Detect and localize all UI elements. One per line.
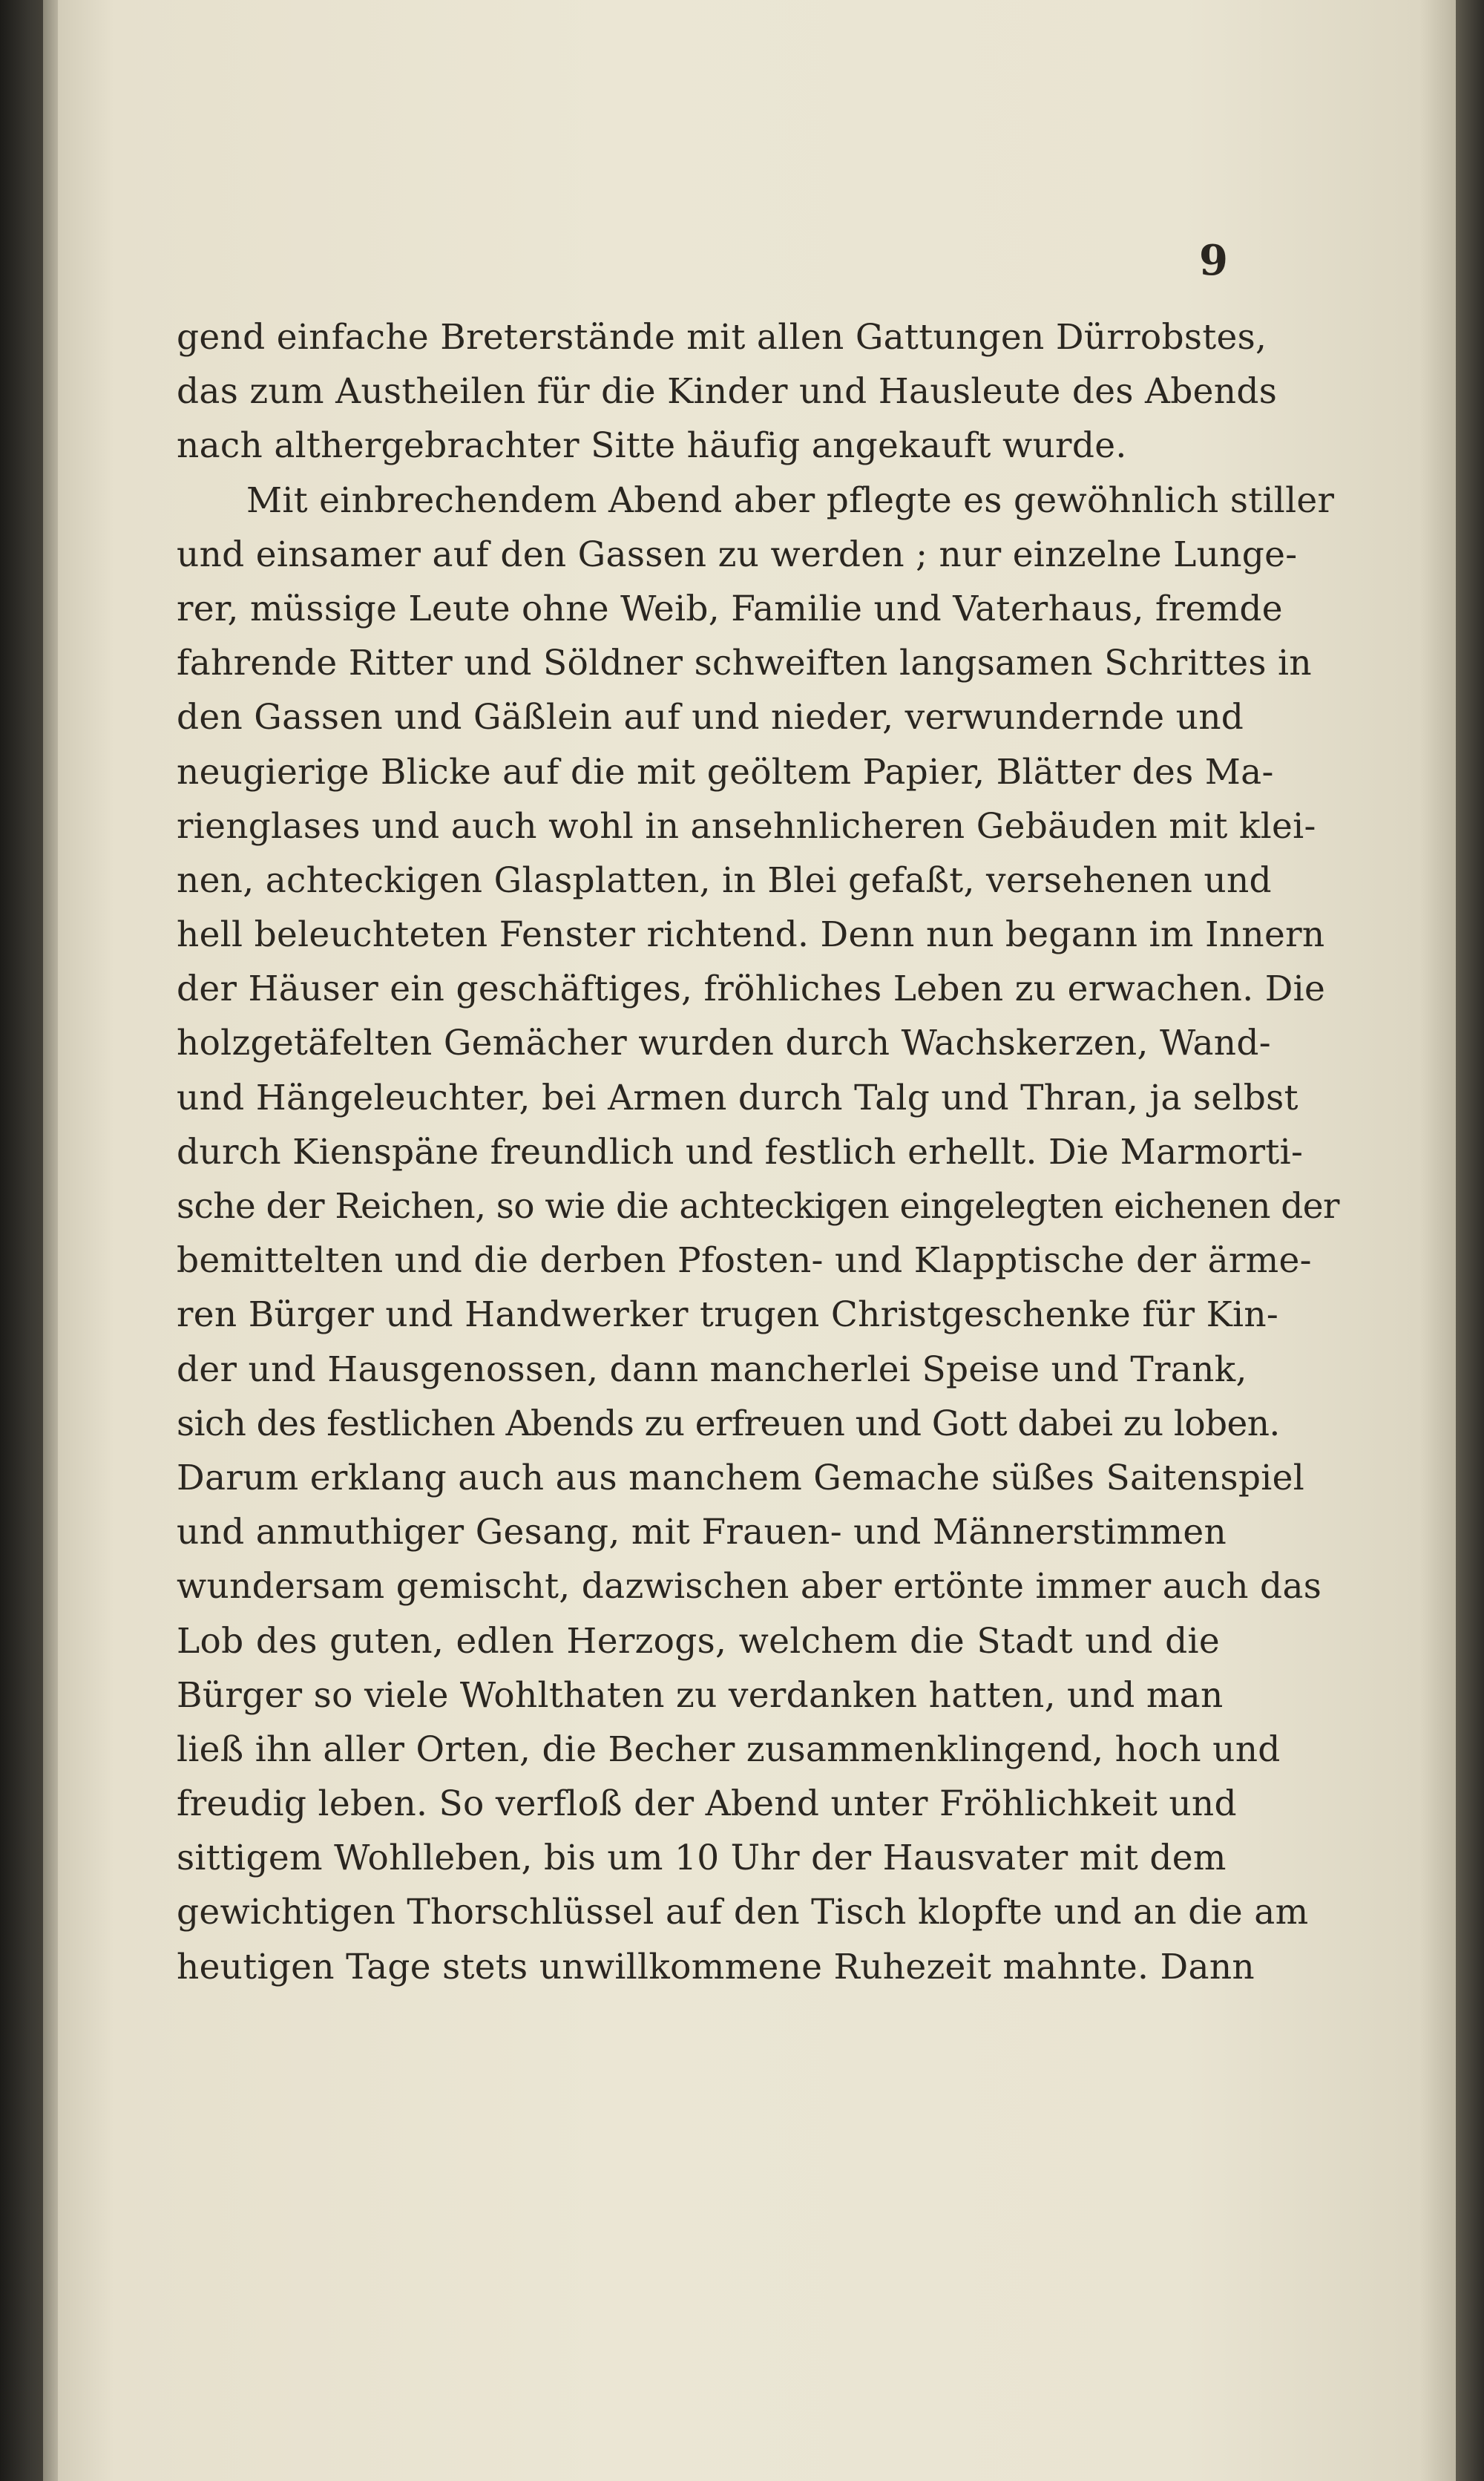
text-line: und einsamer auf den Gassen zu werden ; nur einzelne Lunge- [177, 534, 1298, 575]
page-right-edge [1456, 0, 1484, 2481]
text-line: und Hängeleuchter, bei Armen durch Talg und Thran, ja selbst [177, 1077, 1298, 1118]
text-line: sche der Reichen, so wie die achteckigen eingelegten eichenen der [177, 1186, 1339, 1227]
text-line: rienglases und auch wohl in ansehnlicheren Gebäuden mit klei- [177, 805, 1316, 847]
page-number: 9 [1199, 236, 1228, 285]
text-line: und anmuthiger Gesang, mit Frauen- und Männerstimmen [177, 1512, 1227, 1553]
text-line: Darum erklang auch aus manchem Gemache süßes Saitenspiel [177, 1457, 1305, 1498]
text-line: wundersam gemischt, dazwischen aber ertönte immer auch das [177, 1566, 1322, 1607]
text-line: heutigen Tage stets unwillkommene Ruhezeit mahnte. Dann [177, 1946, 1255, 1987]
body-text [177, 310, 1339, 1994]
text-line: ließ ihn aller Orten, die Becher zusammenklingend, hoch und [177, 1728, 1281, 1770]
text-line: sich des festlichen Abends zu erfreuen und Gott dabei zu loben. [177, 1403, 1280, 1444]
text-line: das zum Austheilen für die Kinder und Hausleute des Abends [177, 371, 1278, 413]
text-line: ren Bürger und Handwerker trugen Christgeschenke für Kin- [177, 1294, 1279, 1336]
text-line: der und Hausgenossen, dann mancherlei Speise und Trank, [177, 1348, 1247, 1390]
text-line: freudig leben. So verfloß der Abend unter Fröhlichkeit und [177, 1783, 1237, 1825]
text-line: sittigem Wohlleben, bis um 10 Uhr der Hausvater mit dem [177, 1838, 1227, 1879]
text-line: gewichtigen Thorschlüssel auf den Tisch klopfte und an die am [177, 1892, 1309, 1933]
text-line: gend einfache Breterstände mit allen Gattungen Dürrobstes, [177, 317, 1267, 358]
text-line: bemittelten und die derben Pfosten- und Klapptische der ärme- [177, 1240, 1312, 1282]
text-line: fahrende Ritter und Söldner schweiften langsamen Schrittes in [177, 643, 1312, 684]
text-line: nach althergebrachter Sitte häufig angekauft wurde. [177, 425, 1127, 467]
text-line: neugierige Blicke auf die mit geöltem Papier, Blätter des Ma- [177, 751, 1274, 793]
text-line: Bürger so viele Wohlthaten zu verdanken hatten, und man [177, 1674, 1224, 1716]
text-line: den Gassen und Gäßlein auf und nieder, verwundernde und [177, 697, 1244, 738]
text-line: Lob des guten, edlen Herzogs, welchem die Stadt und die [177, 1620, 1220, 1662]
paragraph-first-line: Mit einbrechendem Abend aber pflegte es gewöhnlich stiller [246, 479, 1335, 521]
text-line: nen, achteckigen Glasplatten, in Blei gefaßt, versehenen und [177, 859, 1272, 901]
text-line: durch Kienspäne freundlich und festlich erhellt. Die Marmorti- [177, 1131, 1304, 1173]
text-line: holzgetäfelten Gemächer wurden durch Wachskerzen, Wand- [177, 1023, 1271, 1064]
text-line: hell beleuchteten Fenster richtend. Denn nun begann im Innern [177, 914, 1325, 956]
text-line: rer, müssige Leute ohne Weib, Familie und Vaterhaus, fremde [177, 588, 1283, 629]
text-line: der Häuser ein geschäftiges, fröhliches Leben zu erwachen. Die [177, 969, 1326, 1010]
